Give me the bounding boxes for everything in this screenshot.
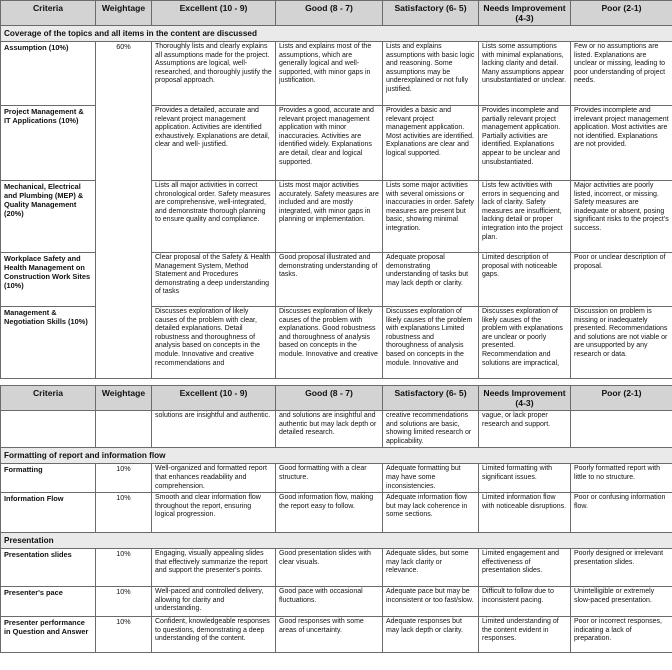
poor-cell: Poor or confusing information flow. <box>571 493 672 533</box>
poor-cell: Provides incomplete and irrelevant project management application. Most activities are not identified. Explanations are not provided. <box>571 106 672 181</box>
good-cell: Good pace with occasional fluctuations. <box>276 587 383 617</box>
poor-cell <box>571 411 672 448</box>
table-row <box>1 493 672 533</box>
poor-cell: Poorly formatted report with little to no structure. <box>571 464 672 493</box>
excellent-cell: Smooth and clear information flow throughout the report, ensuring logical progression. <box>152 493 276 533</box>
excellent-cell: Engaging, visually appealing slides that effectively summarize the report and support the presenter's points. <box>152 549 276 587</box>
satisfactory-cell: Adequate information flow but may lack coherence in some sections. <box>383 493 479 533</box>
header-weightage: Weightage <box>96 1 152 26</box>
table-row <box>1 617 672 653</box>
weight-cell <box>96 411 152 448</box>
criteria-cell: Assumption (10%) <box>1 42 96 106</box>
satisfactory-cell: Adequate slides, but some may lack clarity or relevance. <box>383 549 479 587</box>
table-row <box>1 42 672 106</box>
criteria-cell: Formatting <box>1 464 96 493</box>
header-excellent: Excellent (10 - 9) <box>152 386 276 411</box>
criteria-cell: Mechanical, Electrical and Plumbing (MEP) & Quality Management (20%) <box>1 181 96 253</box>
excellent-cell: Confident, knowledgeable responses to questions, demonstrating a deep understanding of the content. <box>152 617 276 653</box>
satisfactory-cell: Adequate proposal demonstrating understanding of tasks but may lack depth or clarity. <box>383 253 479 307</box>
header-needs-improvement: Needs Improvement (4-3) <box>479 1 571 26</box>
needs-cell: Limited engagement and effectiveness of presentation slides. <box>479 549 571 587</box>
page-break <box>1 379 672 386</box>
needs-cell: Discusses exploration of likely causes of the problem with explanations are unclear or poorly presented. Recommendation and solutions are impractical, <box>479 307 571 379</box>
header-poor: Poor (2-1) <box>571 1 672 26</box>
header-row <box>1 386 672 411</box>
excellent-cell: solutions are insightful and authentic. <box>152 411 276 448</box>
satisfactory-cell: creative recommendations and solutions are basic, showing limited research or applicability. <box>383 411 479 448</box>
section-coverage: Coverage of the topics and all items in the content are discussed <box>1 26 672 42</box>
weight-cell: 10% <box>96 617 152 653</box>
poor-cell: Poor or incorrect responses, indicating a lack of preparation. <box>571 617 672 653</box>
excellent-cell: Provides a detailed, accurate and relevant project management application. Activities are identified exhaustively. Explanations are detail, clear and well- justified. <box>152 106 276 181</box>
good-cell: Lists most major activities accurately. Safety measures are included and are mostly integrated, with minor gaps in planning or implementation. <box>276 181 383 253</box>
header-criteria: Criteria <box>1 1 96 26</box>
satisfactory-cell: Lists and explains assumptions with basic logic and reasoning. Some assumptions may be underexplained or not fully justified. <box>383 42 479 106</box>
poor-cell: Major activities are poorly listed, incorrect, or missing. Safety measures are inadequate or absent, posing significant risks to the project's success. <box>571 181 672 253</box>
section-row <box>1 26 672 42</box>
criteria-cell: Information Flow <box>1 493 96 533</box>
header-good: Good (8 - 7) <box>276 386 383 411</box>
criteria-cell: Presentation slides <box>1 549 96 587</box>
satisfactory-cell: Lists some major activities with several omissions or inaccuracies in order. Safety measures are present but basic, showing minimal integration. <box>383 181 479 253</box>
good-cell: Good information flow, making the report easy to follow. <box>276 493 383 533</box>
good-cell: Good responses with some areas of uncertainty. <box>276 617 383 653</box>
criteria-cell <box>1 411 96 448</box>
needs-cell: Limited description of proposal with noticeable gaps. <box>479 253 571 307</box>
criteria-cell: Presenter's pace <box>1 587 96 617</box>
poor-cell: Discussion on problem is missing or inadequately presented. Recommendations and solutions are not viable or are unsupported by any research or data. <box>571 307 672 379</box>
table-row <box>1 587 672 617</box>
good-cell: Good presentation slides with clear visuals. <box>276 549 383 587</box>
criteria-cell: Workplace Safety and Health Management on Construction Work Sites (10%) <box>1 253 96 307</box>
weight-cell: 10% <box>96 587 152 617</box>
needs-cell: Provides incomplete and partially relevant project management application. Partially activities are identified. Explanations appear to be unclear and unsubstantiated. <box>479 106 571 181</box>
section-presentation: Presentation <box>1 533 672 549</box>
good-cell: Provides a good, accurate and relevant project management application with minor inaccuracies. Activities are identified widely. Explanations are detail, clear and logical supported. <box>276 106 383 181</box>
header-needs-improvement: Needs Improvement (4-3) <box>479 386 571 411</box>
needs-cell: Limited understanding of the content evident in responses. <box>479 617 571 653</box>
section-formatting: Formatting of report and information flow <box>1 448 672 464</box>
needs-cell: Difficult to follow due to inconsistent pacing. <box>479 587 571 617</box>
good-cell: Discusses exploration of likely causes of the problem with explanations. Good robustness and thoroughness of analysis based on concepts in the module. Innovative and creative <box>276 307 383 379</box>
satisfactory-cell: Adequate pace but may be inconsistent or too fast/slow. <box>383 587 479 617</box>
continued-row <box>1 411 672 448</box>
weight-cell: 10% <box>96 493 152 533</box>
excellent-cell: Well-organized and formatted report that enhances readability and comprehension. <box>152 464 276 493</box>
excellent-cell: Well-paced and controlled delivery, allowing for clarity and understanding. <box>152 587 276 617</box>
header-excellent: Excellent (10 - 9) <box>152 1 276 26</box>
good-cell: Good proposal illustrated and demonstrating understanding of tasks. <box>276 253 383 307</box>
weight-cell: 10% <box>96 549 152 587</box>
needs-cell: vague, or lack proper research and support. <box>479 411 571 448</box>
criteria-cell: Management & Negotiation Skills (10%) <box>1 307 96 379</box>
good-cell: Lists and explains most of the assumptions, which are generally logical and well-supported, with minor gaps in justification. <box>276 42 383 106</box>
criteria-cell: Presenter performance in Question and Answer <box>1 617 96 653</box>
good-cell: and solutions are insightful and authentic but may lack depth or detailed research. <box>276 411 383 448</box>
header-criteria: Criteria <box>1 386 96 411</box>
needs-cell: Lists some assumptions with minimal explanations, lacking clarity and detail. Many assumptions appear unsubstantiated or unclear. <box>479 42 571 106</box>
satisfactory-cell: Adequate formatting but may have some inconsistencies. <box>383 464 479 493</box>
section-row <box>1 533 672 549</box>
excellent-cell: Clear proposal of the Safety & Health Management System, Method Statement and Procedures demonstrating a deep understanding of tasks <box>152 253 276 307</box>
header-good: Good (8 - 7) <box>276 1 383 26</box>
weight-cell: 60% <box>96 42 152 379</box>
poor-cell: Unintelligible or extremely slow-paced presentation. <box>571 587 672 617</box>
excellent-cell: Thoroughly lists and clearly explains all assumptions made for the project. Assumptions are logical, well-researched, and thoroughly justify the proposal approach. <box>152 42 276 106</box>
criteria-cell: Project Management & IT Applications (10%) <box>1 106 96 181</box>
poor-cell: Poorly designed or irrelevant presentation slides. <box>571 549 672 587</box>
header-poor: Poor (2-1) <box>571 386 672 411</box>
section-row <box>1 448 672 464</box>
needs-cell: Limited formatting with significant issues. <box>479 464 571 493</box>
table-row <box>1 464 672 493</box>
header-row <box>1 1 672 26</box>
poor-cell: Few or no assumptions are listed. Explanations are unclear or missing, leading to poor understanding of project needs. <box>571 42 672 106</box>
poor-cell: Poor or unclear description of proposal. <box>571 253 672 307</box>
header-weightage: Weightage <box>96 386 152 411</box>
needs-cell: Lists few activities with errors in sequencing and lack of clarity. Safety measures are insufficient, lacking detail or proper integration into the project plan. <box>479 181 571 253</box>
satisfactory-cell: Discusses exploration of likely causes of the problem with explanations Limited robustness and thoroughness of analysis based on concepts in the module. Innovative and <box>383 307 479 379</box>
page-break-cell <box>1 379 672 386</box>
satisfactory-cell: Adequate responses but may lack depth or clarity. <box>383 617 479 653</box>
good-cell: Good formatting with a clear structure. <box>276 464 383 493</box>
weight-cell: 10% <box>96 464 152 493</box>
header-satisfactory: Satisfactory (6- 5) <box>383 1 479 26</box>
table-row <box>1 549 672 587</box>
excellent-cell: Lists all major activities in correct chronological order. Safety measures are comprehensive, well-integrated, and demonstrate thorough planning to ensure quality and compliance. <box>152 181 276 253</box>
needs-cell: Limited information flow with noticeable disruptions. <box>479 493 571 533</box>
excellent-cell: Discusses exploration of likely causes of the problem with clear, detailed explanations. Detail robustness and thoroughness of analysis based on concepts in the module. Innovative and creative recommendations and <box>152 307 276 379</box>
header-satisfactory: Satisfactory (6- 5) <box>383 386 479 411</box>
satisfactory-cell: Provides a basic and relevant project management application. Most activities are identified. Explanations are clear and logical supported. <box>383 106 479 181</box>
